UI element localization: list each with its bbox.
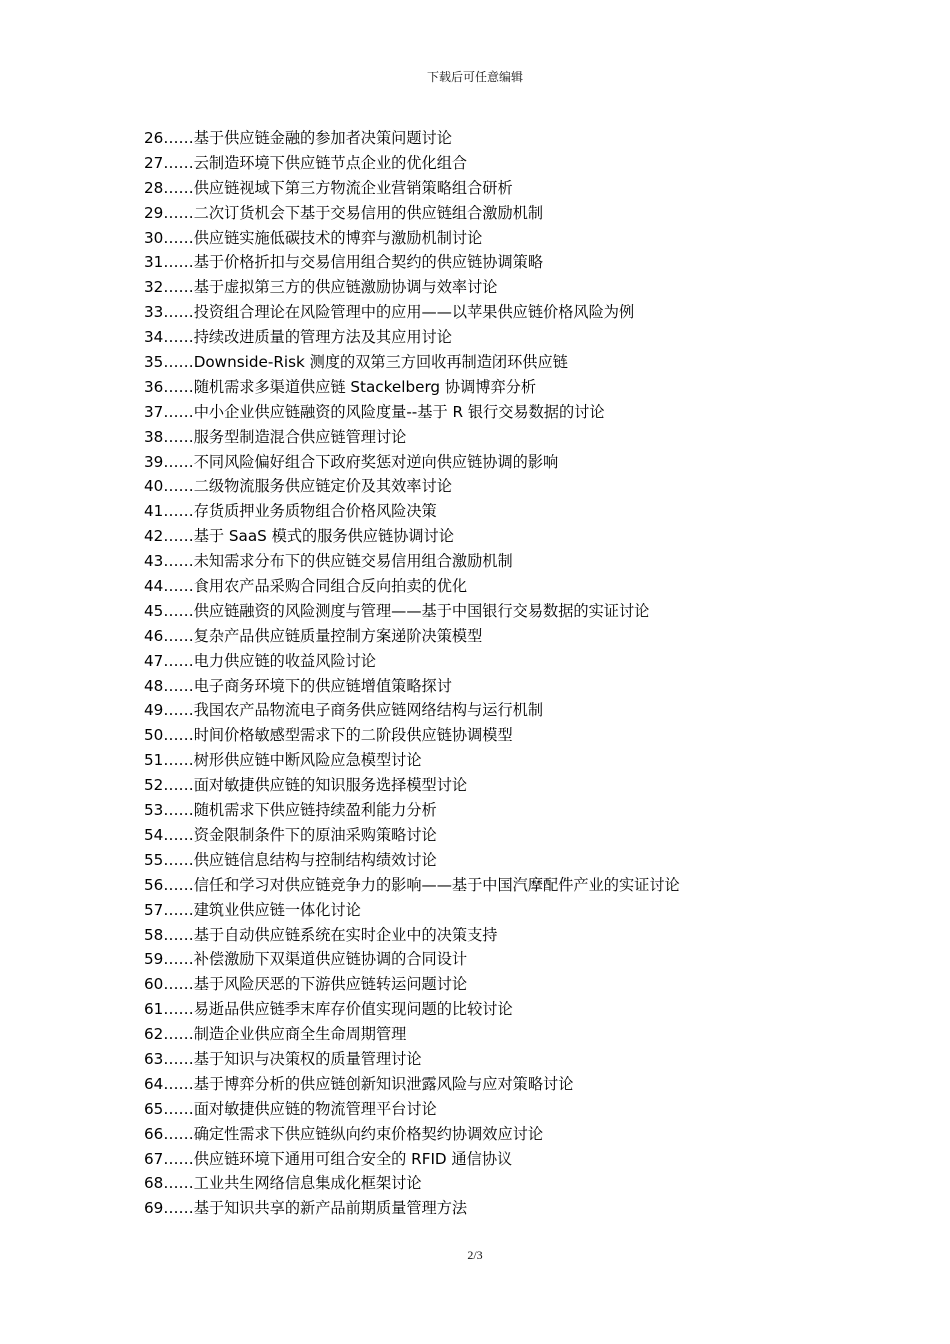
toc-item: 50……时间价格敏感型需求下的二阶段供应链协调模型 (144, 726, 513, 745)
toc-item: 52……面对敏捷供应链的知识服务选择模型讨论 (144, 776, 468, 795)
toc-item: 64……基于博弈分析的供应链创新知识泄露风险与应对策略讨论 (144, 1074, 574, 1093)
toc-item: 44……食用农产品采购合同组合反向拍卖的优化 (144, 577, 468, 596)
toc-item: 28……供应链视域下第三方物流企业营销策略组合研析 (144, 178, 513, 197)
toc-item: 63……基于知识与决策权的质量管理讨论 (144, 1049, 422, 1068)
toc-item: 39……不同风险偏好组合下政府奖惩对逆向供应链协调的影响 (144, 452, 559, 471)
toc-item: 47……电力供应链的收益风险讨论 (144, 651, 376, 670)
toc-item: 61……易逝品供应链季末库存价值实现问题的比较讨论 (144, 1000, 513, 1019)
toc-item: 68……工业共生网络信息集成化框架讨论 (144, 1174, 422, 1193)
toc-item: 58……基于自动供应链系统在实时企业中的决策支持 (144, 925, 498, 944)
toc-item: 29……二次订货机会下基于交易信用的供应链组合激励机制 (144, 203, 544, 222)
toc-item: 57……建筑业供应链一体化讨论 (144, 900, 361, 919)
toc-item: 45……供应链融资的风险测度与管理——基于中国银行交易数据的实证讨论 (144, 601, 650, 620)
toc-item: 32……基于虚拟第三方的供应链激励协调与效率讨论 (144, 278, 498, 297)
toc-item: 46……复杂产品供应链质量控制方案递阶决策模型 (144, 626, 483, 645)
toc-item: 62……制造企业供应商全生命周期管理 (144, 1025, 407, 1044)
toc-item: 69……基于知识共享的新产品前期质量管理方法 (144, 1199, 468, 1218)
toc-item: 66……确定性需求下供应链纵向约束价格契约协调效应讨论 (144, 1124, 544, 1143)
toc-item: 38……服务型制造混合供应链管理讨论 (144, 427, 407, 446)
toc-item: 55……供应链信息结构与控制结构绩效讨论 (144, 850, 437, 869)
toc-item: 54……资金限制条件下的原油采购策略讨论 (144, 825, 437, 844)
toc-item: 56……信任和学习对供应链竞争力的影响——基于中国汽摩配件产业的实证讨论 (144, 875, 680, 894)
toc-item: 34……持续改进质量的管理方法及其应用讨论 (144, 328, 452, 347)
toc-item: 41……存货质押业务质物组合价格风险决策 (144, 502, 437, 521)
toc-item: 30……供应链实施低碳技术的博弈与激励机制讨论 (144, 228, 483, 247)
page-header: 下载后可任意编辑 (426, 70, 523, 84)
toc-item: 37……中小企业供应链融资的风险度量--基于 R 银行交易数据的讨论 (144, 402, 605, 421)
page-number: 2/3 (467, 1248, 483, 1262)
toc-item: 67……供应链环境下通用可组合安全的 RFID 通信协议 (144, 1149, 513, 1168)
toc-item: 48……电子商务环境下的供应链增值策略探讨 (144, 676, 452, 695)
toc-item: 51……树形供应链中断风险应急模型讨论 (144, 751, 422, 770)
toc-item: 33……投资组合理论在风险管理中的应用——以苹果供应链价格风险为例 (144, 303, 635, 322)
toc-item: 65……面对敏捷供应链的物流管理平台讨论 (144, 1099, 437, 1118)
toc-item: 40……二级物流服务供应链定价及其效率讨论 (144, 477, 452, 496)
toc-item: 59……补偿激励下双渠道供应链协调的合同设计 (144, 950, 468, 969)
toc-item: 42……基于 SaaS 模式的服务供应链协调讨论 (144, 527, 454, 546)
toc-item: 26……基于供应链金融的参加者决策问题讨论 (144, 129, 452, 147)
toc-item: 43……未知需求分布下的供应链交易信用组合激励机制 (144, 552, 513, 571)
toc-item: 35……Downside-Risk 测度的双第三方回收再制造闭环供应链 (144, 353, 568, 372)
toc-item: 27……云制造环境下供应链节点企业的优化组合 (144, 153, 468, 172)
toc-item: 31……基于价格折扣与交易信用组合契约的供应链协调策略 (144, 253, 544, 272)
toc-item: 53……随机需求下供应链持续盈利能力分析 (144, 801, 437, 820)
toc-item: 60……基于风险厌恶的下游供应链转运问题讨论 (144, 975, 468, 994)
toc-item: 49……我国农产品物流电子商务供应链网络结构与运行机制 (144, 701, 544, 720)
toc-item: 36……随机需求多渠道供应链 Stackelberg 协调博弈分析 (144, 377, 537, 396)
toc-list (144, 126, 680, 1221)
